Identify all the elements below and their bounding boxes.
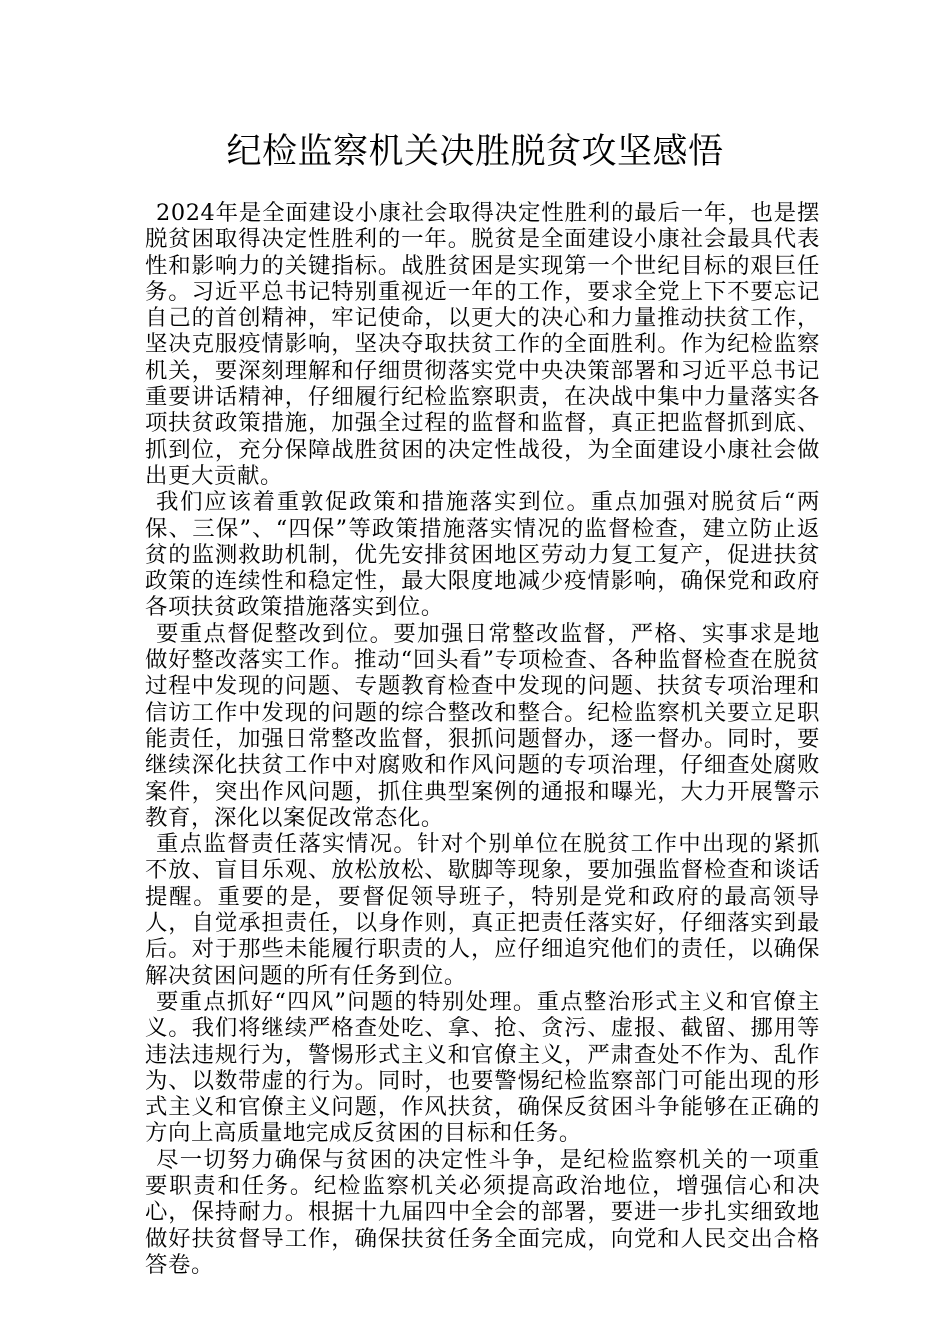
paragraph-5: 要重点抓好“四风”问题的特别处理。重点整治形式主义和官僚主义。我们将继续严格查处吃、拿、抢、贪污、虚报、截留、挪用等违法违规行为，警惕形式主义和官僚主义，严肃查处不作为、乱作为、以数带虚的行为。同时，也要警惕纪检监察部门可能出现的形式主义和官僚主义问题，作风扶贫，确保反贫困斗争能够在正确的方向上高质量地完成反贫困的目标和任务。: [145, 988, 820, 1147]
paragraph-4: 重点监督责任落实情况。针对个别单位在脱贫工作中出现的紧抓不放、盲目乐观、放松放松、歇脚等现象，要加强监督检查和谈话提醒。重要的是，要督促领导班子，特别是党和政府的最高领导人，自觉承担责任，以身作则，真正把责任落实好，仔细落实到最后。对于那些未能履行职责的人，应仔细追究他们的责任，以确保解决贫困问题的所有任务到位。: [145, 831, 820, 989]
paragraph-2: 我们应该着重敦促政策和措施落实到位。重点加强对脱贫后“两保、三保”、“四保”等政策措施落实情况的监督检查，建立防止返贫的监测救助机制，优先安排贫困地区劳动力复工复产，促进扶贫政策的连续性和稳定性，最大限度地减少疫情影响，确保党和政府各项扶贫政策措施落实到位。: [145, 489, 820, 621]
paragraph-1: 2024年是全面建设小康社会取得决定性胜利的最后一年，也是摆脱贫困取得决定性胜利的一年。脱贫是全面建设小康社会最具代表性和影响力的关键指标。战胜贫困是实现第一个世纪目标的艰巨任务。习近平总书记特别重视近一年的工作，要求全党上下不要忘记自己的首创精神，牢记使命，以更大的决心和力量推动扶贫工作，坚决克服疫情影响，坚决夺取扶贫工作的全面胜利。作为纪检监察机关，要深刻理解和仔细贯彻落实党中央决策部署和习近平总书记重要讲话精神，仔细履行纪检监察职责，在决战中集中力量落实各项扶贫政策措施，加强全过程的监督和监督，真正把监督抓到底、抓到位，充分保障战胜贫困的决定性战役，为全面建设小康社会做出更大贡献。: [145, 200, 820, 489]
paragraph-6: 尽一切努力确保与贫困的决定性斗争，是纪检监察机关的一项重要职责和任务。纪检监察机关必须提高政治地位，增强信心和决心，保持耐力。根据十九届四中全会的部署，要进一步扎实细致地做好扶贫督导工作，确保扶贫任务全面完成，向党和人民交出合格答卷。: [145, 1146, 820, 1278]
document-title: 纪检监察机关决胜脱贫攻坚感悟: [226, 132, 724, 172]
document-body: [145, 200, 820, 1278]
paragraph-3: 要重点督促整改到位。要加强日常整改监督，严格、实事求是地做好整改落实工作。推动“回头看”专项检查、各种监督检查在脱贫过程中发现的问题、专题教育检查中发现的问题、扶贫专项治理和信访工作中发现的问题的综合整改和整合。纪检监察机关要立足职能责任，加强日常整改监督，狠抓问题督办，逐一督办。同时，要继续深化扶贫工作中对腐败和作风问题的专项治理，仔细查处腐败案件，突出作风问题，抓住典型案例的通报和曝光，大力开展警示教育，深化以案促改常态化。: [145, 620, 820, 831]
